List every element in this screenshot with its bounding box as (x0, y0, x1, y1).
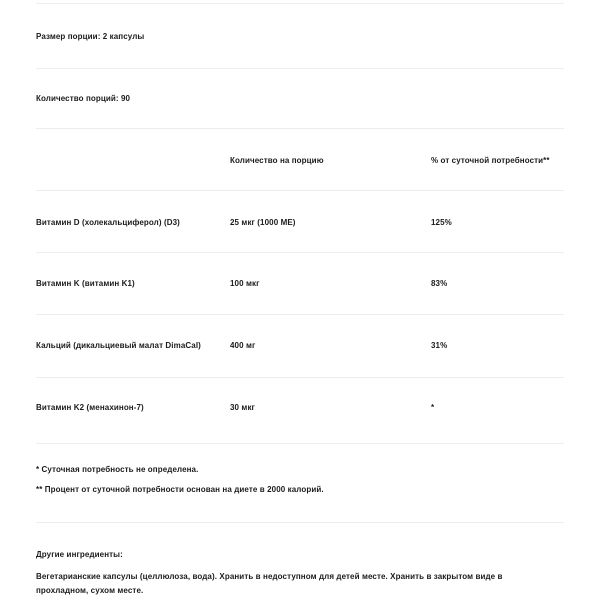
row-daily-value: * (431, 403, 435, 412)
divider-after-header (36, 190, 564, 191)
other-ingredients-title: Другие ингредиенты: (36, 550, 123, 559)
serving-count-line: Количество порций: 90 (36, 94, 131, 103)
table-row (0, 278, 600, 296)
row-daily-value: 31% (431, 341, 448, 350)
row-amount: 25 мкг (1000 МЕ) (230, 218, 296, 227)
divider-after-table (36, 443, 564, 444)
divider-row-1 (36, 252, 564, 253)
row-nutrient-name: Витамин K2 (менахинон-7) (36, 403, 144, 412)
other-ingredients-body: Вегетарианские капсулы (целлюлоза, вода). Хранить в недоступном для детей месте. Хранить в закрытом виде в прохладном, сухом месте. (36, 572, 503, 595)
footnote-double-star: ** Процент от суточной потребности основан на диете в 2000 калорий. (36, 485, 324, 494)
row-amount: 100 мкг (230, 279, 260, 288)
table-row (0, 402, 600, 420)
row-nutrient-name: Витамин D (холекальциферол) (D3) (36, 218, 180, 227)
row-amount: 30 мкг (230, 403, 255, 412)
row-daily-value: 83% (431, 279, 448, 288)
header-amount-per-serving: Количество на порцию (230, 156, 324, 165)
header-daily-value: % от суточной потребности** (431, 156, 550, 165)
row-nutrient-name: Витамин K (витамин K1) (36, 279, 135, 288)
row-nutrient-name: Кальций (дикальциевый малат DimaCal) (36, 341, 201, 350)
footnote-single-star: * Суточная потребность не определена. (36, 465, 199, 474)
divider-row-2 (36, 314, 564, 315)
divider-row-3 (36, 377, 564, 378)
row-amount: 400 мг (230, 341, 256, 350)
divider-after-serving-count (36, 128, 564, 129)
table-row (0, 217, 600, 235)
table-header-row (0, 155, 600, 173)
table-row (0, 340, 600, 358)
serving-size-line: Размер порции: 2 капсулы (36, 32, 145, 41)
divider-after-serving-size (36, 68, 564, 69)
divider-before-other-ingredients (36, 522, 564, 523)
row-daily-value: 125% (431, 218, 452, 227)
divider-top (36, 3, 564, 4)
